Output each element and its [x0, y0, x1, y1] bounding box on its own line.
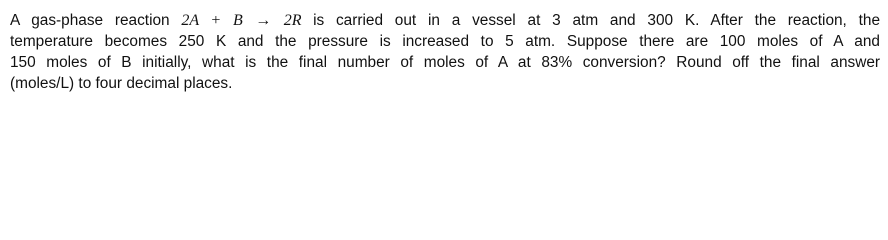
- problem-line-3: 150 moles of B initially, what is the final number of moles of A at 83% conversion? Round off the final answer: [10, 54, 880, 71]
- reactant-b: B: [232, 12, 243, 29]
- problem-text: [10, 10, 880, 94]
- problem-line-1: [10, 10, 880, 31]
- problem-line-4: (moles/L) to four decimal places.: [10, 75, 233, 92]
- plus-sign: +: [211, 12, 221, 29]
- intro-text: A gas-phase reaction: [10, 12, 170, 29]
- reactant-a: 2A: [181, 12, 199, 29]
- reaction-arrow-icon: →: [255, 12, 272, 29]
- conditions-text: is carried out in a vessel at 3 atm and 300 K. After the reaction, the: [313, 12, 881, 29]
- problem-line-2: temperature becomes 250 K and the pressure is increased to 5 atm. Suppose there are 100 moles of A and: [10, 33, 880, 50]
- reaction-equation: [181, 12, 313, 29]
- product-r: 2R: [283, 12, 302, 29]
